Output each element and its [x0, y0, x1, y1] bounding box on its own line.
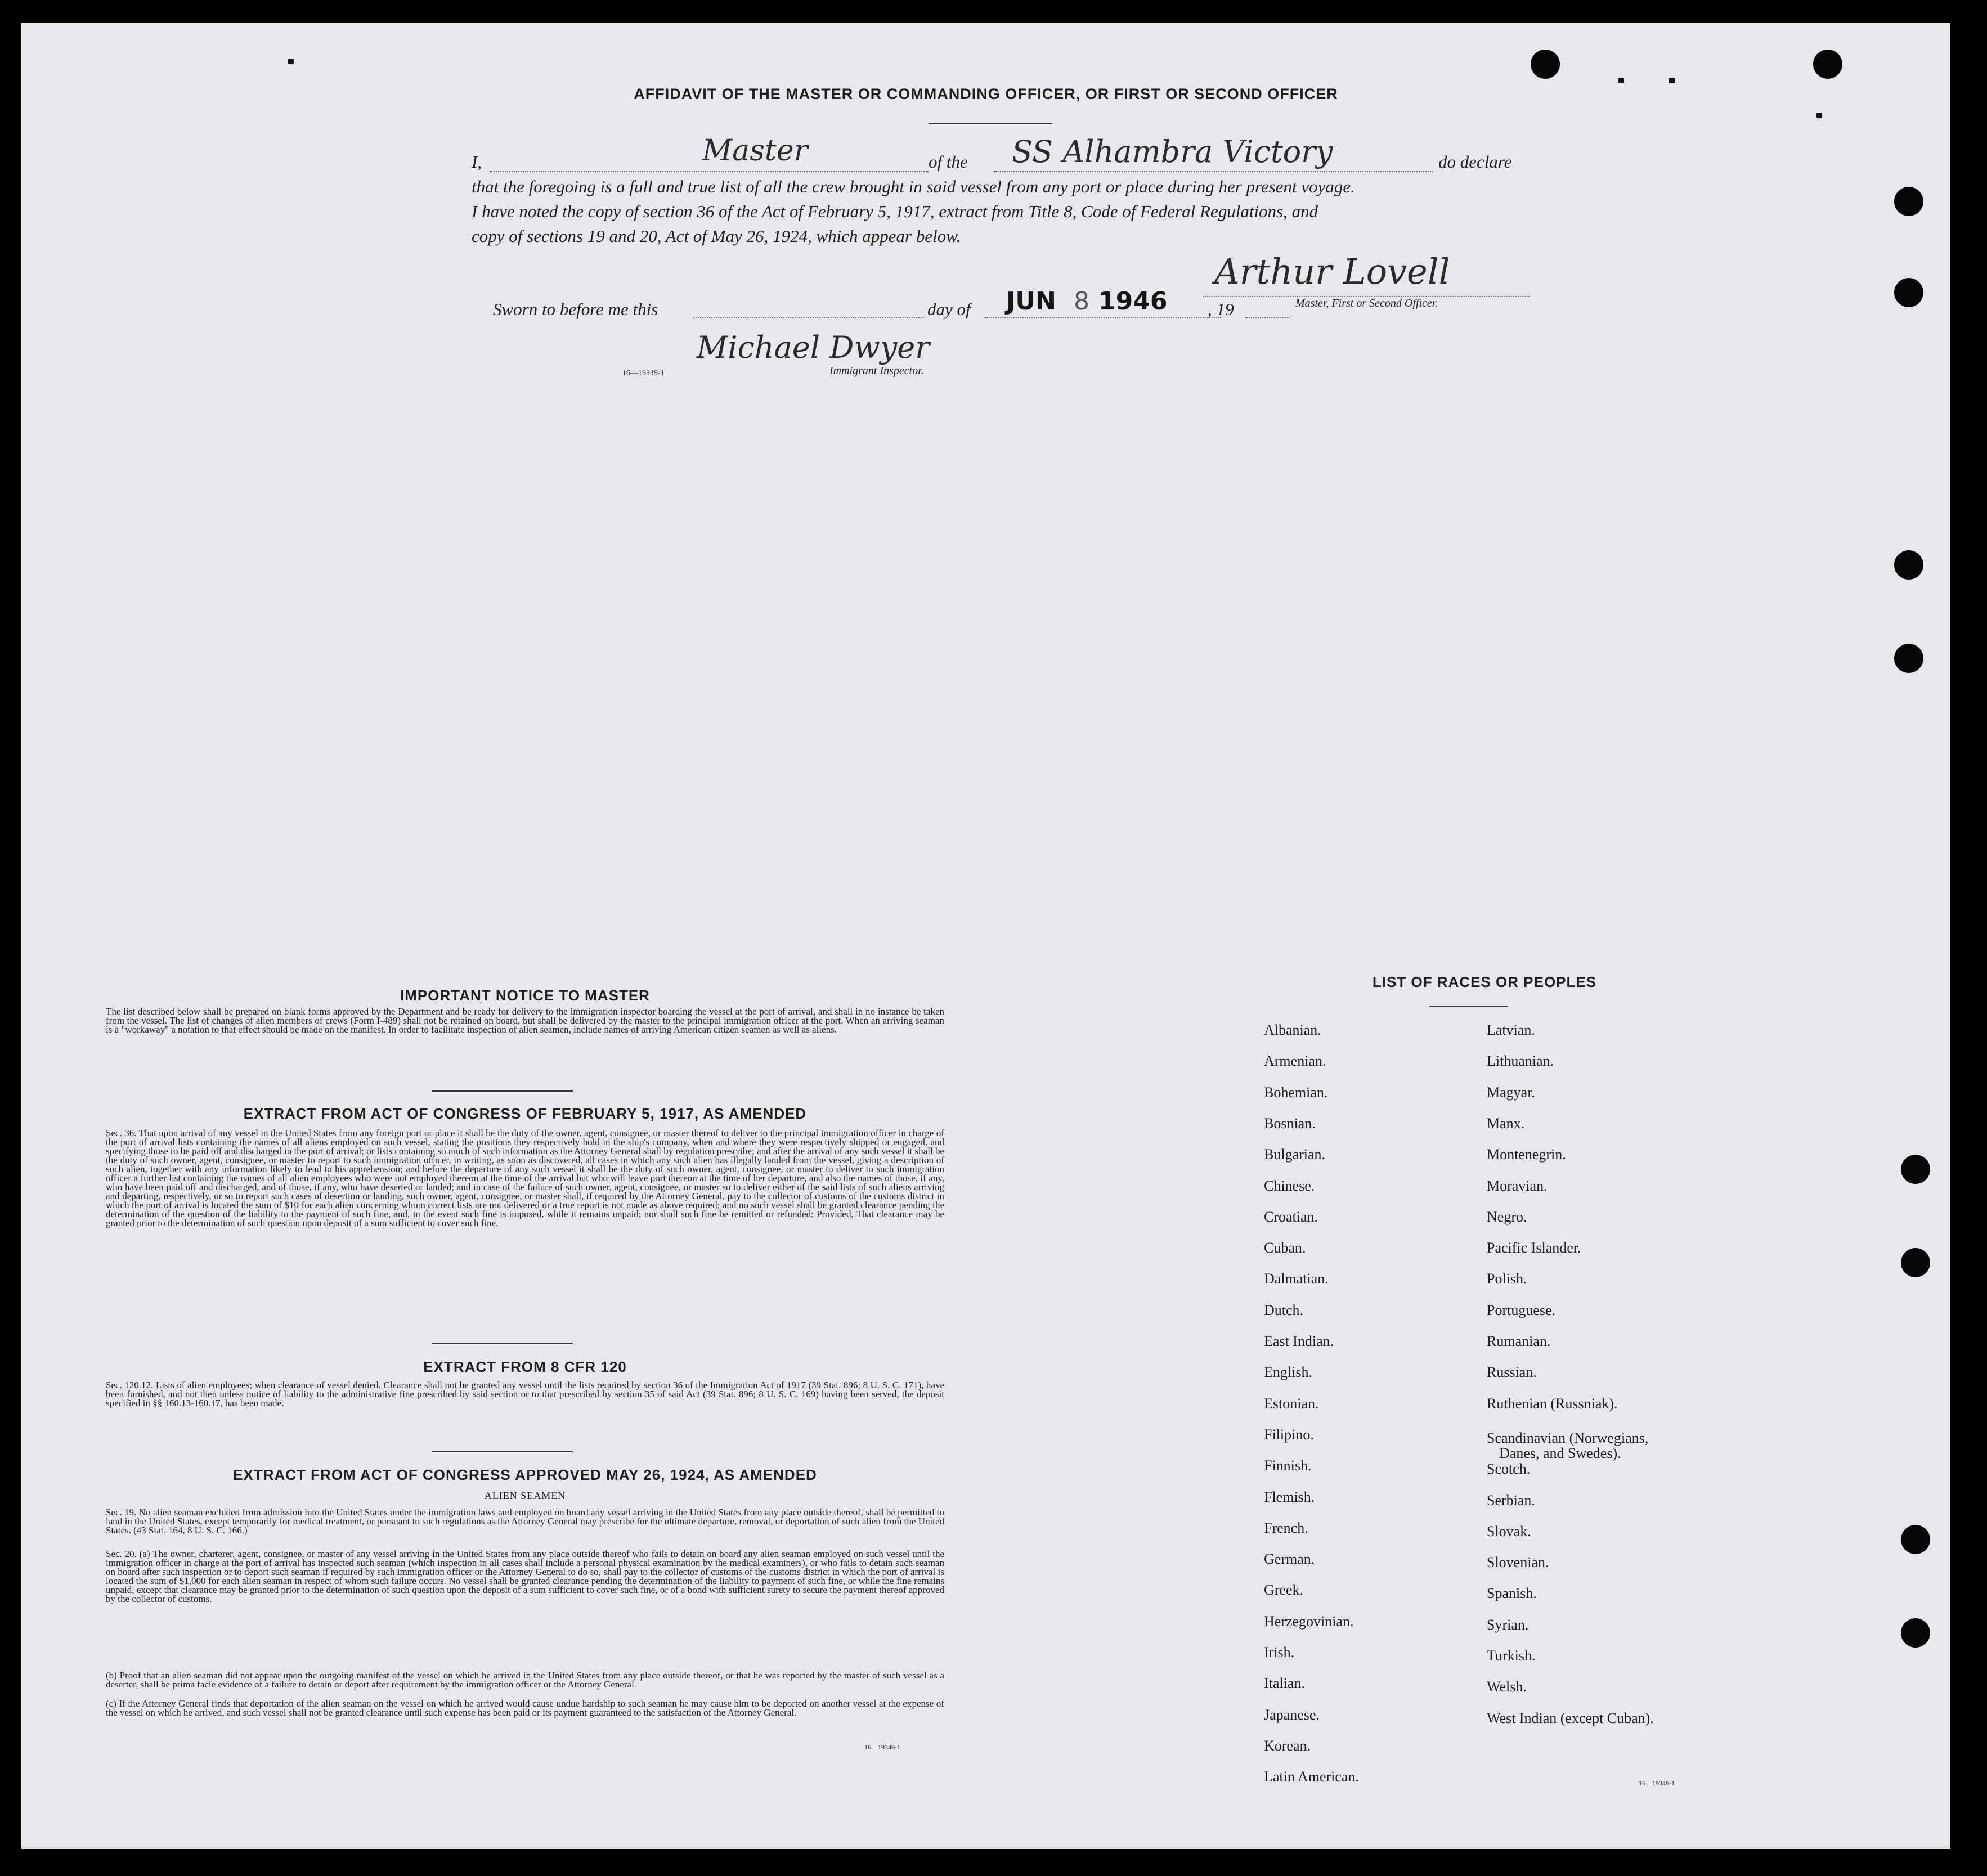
- punch-hole: [1894, 187, 1923, 216]
- extract-1924-title: EXTRACT FROM ACT OF CONGRESS APPROVED MAY 26, 1924, AS AMENDED: [233, 1466, 817, 1483]
- vessel-dotted-line: [994, 171, 1433, 172]
- race-item: Bohemian.: [1264, 1084, 1328, 1101]
- extract-cfr-divider: [432, 1451, 573, 1452]
- punch-hole: [1901, 1248, 1930, 1277]
- race-item: Danes, and Swedes).: [1499, 1445, 1621, 1462]
- punch-hole: [1894, 644, 1923, 673]
- race-item: West Indian (except Cuban).: [1487, 1709, 1654, 1726]
- affidavit-form-number: 16—19349-1: [622, 369, 665, 378]
- document-page: [21, 23, 1950, 1849]
- punch-hole: [1901, 1155, 1930, 1184]
- nineteen-label: , 19: [1208, 299, 1234, 319]
- year-dotted-line: [1245, 317, 1290, 318]
- race-item: Syrian.: [1487, 1616, 1529, 1633]
- race-item: Ruthenian (Russniak).: [1487, 1395, 1618, 1412]
- name-handwritten: Master: [702, 134, 808, 168]
- race-item: Montenegrin.: [1487, 1146, 1566, 1163]
- race-item: Finnish.: [1264, 1457, 1312, 1474]
- race-item: Dutch.: [1264, 1301, 1304, 1318]
- extract-1917-text: Sec. 36. That upon arrival of any vessel in the United States from any foreign port or place it shall be the duty of the owner, agent, consignee, or master thereof to deliver to the principal immigration officer in charge of the port of arrival lists containing the names of all aliens employed on such vessel, stating the positions they respectively hold in the ship's company, when and where they were respectively shipped or engaged, and specifying those to be paid off and discharged in the port of arrival; or lists containing so much of such information as the Attorney General shall by regulation prescribe; and after the arrival of any such vessel it shall be the duty of such owner, agent, consignee, or master to report to such immigration officer, in writing, as soon as discovered, all cases in which any such alien has illegally landed from the vessel, giving a description of such alien, together with any information likely to lead to his apprehension; and before the departure of any such vessel it shall be the duty of such owner, agent, consignee, or master to deliver to such immigration officer a further list containing the names of all alien employees who were not employed thereon at the time of the arrival but who will leave port thereon at the time of her departure, and also the names of those, if any, who have been paid off and discharged, and of those, if any, who have deserted or landed; and in case of the failure of such owner, agent, consignee, or master so to deliver either of the said lists of such aliens arriving and departing, respectively, or so to report such cases of desertion or landing, such owner, agent, consignee, or master shall, if required by the Attorney General, pay to the collector of customs of the customs district in which the port of arrival is located the sum of $10 for each alien concerning whom correct lists are not delivered or a true report is not made as above required; and no such vessel shall be granted clearance pending the determination of the question of the liability to the payment of such fine, and, in the event such fine is imposed, while it remains unpaid; nor shall such fine be remitted or refunded: Provided, That clearance may be granted prior to the determination of such question upon deposit of a sum sufficient to cover such fine.: [106, 1128, 944, 1228]
- race-item: Welsh.: [1487, 1678, 1527, 1695]
- race-item: Croatian.: [1264, 1208, 1318, 1225]
- officer-signature: Arthur Lovell: [1214, 251, 1450, 292]
- month-dotted-line: [985, 317, 1221, 318]
- race-item: Scandinavian (Norwegians,: [1487, 1429, 1649, 1446]
- of-the-label: of the: [929, 152, 968, 172]
- races-title: LIST OF RACES OR PEOPLES: [1372, 973, 1597, 990]
- sworn-label: Sworn to before me this: [493, 299, 658, 319]
- race-item: Latin American.: [1264, 1769, 1359, 1785]
- race-item: Magyar.: [1487, 1084, 1535, 1101]
- race-item: English.: [1264, 1364, 1312, 1381]
- race-item: Lithuanian.: [1487, 1053, 1554, 1070]
- vessel-handwritten: SS Alhambra Victory: [1012, 134, 1333, 169]
- race-item: Latvian.: [1487, 1022, 1535, 1038]
- race-item: Slovenian.: [1487, 1554, 1549, 1571]
- race-item: Moravian.: [1487, 1177, 1548, 1194]
- race-item: Irish.: [1264, 1644, 1295, 1660]
- race-item: Serbian.: [1487, 1492, 1535, 1509]
- race-item: Dalmatian.: [1264, 1271, 1329, 1287]
- inspector-caption: Immigrant Inspector.: [829, 365, 924, 377]
- date-stamp-month: JUN: [1006, 287, 1056, 316]
- race-item: Portuguese.: [1487, 1301, 1556, 1318]
- notice-divider: [432, 1090, 573, 1092]
- race-item: Bosnian.: [1264, 1115, 1316, 1132]
- punch-hole: [1531, 50, 1560, 79]
- race-item: Spanish.: [1487, 1585, 1537, 1602]
- inspector-signature: Michael Dwyer: [697, 330, 930, 365]
- race-item: Albanian.: [1264, 1022, 1321, 1038]
- day-of-label: day of: [927, 299, 971, 319]
- race-item: Bulgarian.: [1264, 1146, 1326, 1163]
- extract-form-number: 16—19349-1: [864, 1743, 900, 1751]
- race-item: Polish.: [1487, 1271, 1527, 1287]
- race-item: French.: [1264, 1519, 1308, 1536]
- extract-cfr-text: Sec. 120.12. Lists of alien employees; when clearance of vessel denied. Clearance shall not be granted any vessel until the lists required by section 36 of the Immigration Act of 1917 (39 Stat. 896; 8 U. S. C. 171), have been furnished, and not then unless notice of liability to the administrative fine prescribed by said section or to that prescribed by section 35 of said Act (39 Stat. 896; 8 U. S. C. 169) having been served, the deposit specified in §§ 160.13-160.17, has been made.: [106, 1380, 944, 1408]
- race-item: Japanese.: [1264, 1706, 1320, 1723]
- race-item: Turkish.: [1487, 1648, 1536, 1664]
- affidavit-line-2: that the foregoing is a full and true list of all the crew brought in said vessel from any port or place during her present voyage.: [472, 177, 1355, 196]
- officer-caption: Master, First or Second Officer.: [1295, 297, 1438, 309]
- speck: [288, 59, 294, 64]
- extract-1917-divider: [432, 1343, 573, 1344]
- race-item: Armenian.: [1264, 1053, 1326, 1070]
- punch-hole: [1901, 1618, 1930, 1648]
- race-item: Cuban.: [1264, 1240, 1306, 1256]
- race-item: Manx.: [1487, 1115, 1525, 1132]
- speck: [1618, 78, 1624, 83]
- punch-hole: [1894, 278, 1923, 307]
- race-item: Negro.: [1487, 1208, 1527, 1225]
- race-item: Korean.: [1264, 1737, 1311, 1754]
- speck: [1816, 113, 1822, 118]
- race-item: Chinese.: [1264, 1177, 1315, 1194]
- affidavit-line-4: copy of sections 19 and 20, Act of May 26, 1924, which appear below.: [472, 226, 961, 246]
- race-item: Estonian.: [1264, 1395, 1319, 1412]
- extract-1924-subtitle: ALIEN SEAMEN: [484, 1490, 566, 1501]
- race-item: Flemish.: [1264, 1488, 1315, 1505]
- extract-1917-title: EXTRACT FROM ACT OF CONGRESS OF FEBRUARY 5, 1917, AS AMENDED: [243, 1105, 807, 1122]
- affidavit-line-3: I have noted the copy of section 36 of the Act of February 5, 1917, extract from Title 8, Code of Federal Regulations, and: [472, 201, 1318, 221]
- races-divider: [1429, 1006, 1508, 1007]
- extract-cfr-title: EXTRACT FROM 8 CFR 120: [423, 1358, 627, 1375]
- punch-hole: [1813, 50, 1842, 79]
- i-label: I,: [472, 152, 482, 172]
- race-item: Slovak.: [1487, 1523, 1531, 1540]
- race-item: Greek.: [1264, 1582, 1304, 1599]
- race-item: Scotch.: [1487, 1461, 1531, 1478]
- punch-hole: [1901, 1525, 1930, 1554]
- punch-hole: [1894, 550, 1923, 580]
- sworn-dotted-line: [693, 317, 924, 318]
- affidavit-title: AFFIDAVIT OF THE MASTER OR COMMANDING OFFICER, OR FIRST OR SECOND OFFICER: [634, 86, 1338, 102]
- extract-1924-text-a: Sec. 19. No alien seaman excluded from admission into the United States under the immigration laws and employed on board any vessel arriving in the United States from any place outside thereof, shall be permitted to land in the United States, except temporarily for medical treatment, or pursuant to such regulations as the Attorney General may prescribe for the ultimate departure, removal, or deportation of such alien from the United States. (43 Stat. 164, 8 U. S. C. 166.): [106, 1507, 944, 1536]
- name-dotted-line: [490, 171, 929, 172]
- races-form-number: 16—19349-1: [1639, 1779, 1675, 1787]
- race-item: German.: [1264, 1551, 1315, 1568]
- date-stamp-day: 8: [1074, 287, 1089, 316]
- date-stamp-year: 1946: [1098, 287, 1168, 316]
- do-declare-label: do declare: [1438, 152, 1512, 172]
- title-divider: [929, 123, 1052, 124]
- notice-title: IMPORTANT NOTICE TO MASTER: [400, 987, 650, 1004]
- race-item: Italian.: [1264, 1675, 1305, 1692]
- extract-1924-text-c: (b) Proof that an alien seaman did not appear upon the outgoing manifest of the vessel on which he arrived in the United States from any place outside thereof, or that he was reported by the master of such vessel as a deserter, shall be prima facie evidence of a failure to detain or deport after requirement by the immigration officer or the Attorney General.: [106, 1670, 944, 1690]
- extract-1924-text-b: Sec. 20. (a) The owner, charterer, agent, consignee, or master of any vessel arriving in the United States from any place outside thereof who fails to detain on board any alien seaman employed on such vessel until the immigration officer in charge at the port of arrival has inspected such seaman (which inspection in all cases shall include a personal physical examination by the medical examiners), or who fails to detain such seaman on board after such inspection or to deport such seaman if required by such immigration officer or the Attorney General to do so, shall pay to the collector of customs of the customs district in which the port of arrival is located the sum of $1,000 for each alien seaman in respect of whom such failure occurs. No vessel shall be granted clearance pending the determination of the liability to payment of such fine, or while the fine remains unpaid, except that clearance may be granted prior to the determination of such question upon the deposit of a sum sufficient to cover such fine, or of a bond with sufficient surety to secure the payment thereof approved by the collector of customs.: [106, 1549, 944, 1604]
- race-item: Herzegovinian.: [1264, 1613, 1354, 1630]
- race-item: East Indian.: [1264, 1333, 1334, 1349]
- race-item: Rumanian.: [1487, 1333, 1551, 1349]
- extract-1924-text-d: (c) If the Attorney General finds that deportation of the alien seaman on the vessel on which he arrived would cause undue hardship to such seaman he may cause him to be deported on another vessel at the expense of the vessel on which he arrived, and such vessel shall not be granted clearance until such expense has been paid or its payment guaranteed to the satisfaction of the Attorney General.: [106, 1698, 944, 1718]
- speck: [1669, 78, 1675, 83]
- race-item: Pacific Islander.: [1487, 1240, 1581, 1256]
- race-item: Russian.: [1487, 1364, 1537, 1381]
- notice-text: The list described below shall be prepared on blank forms approved by the Department and be ready for delivery to the immigration inspector boarding the vessel at the port of arrival, and shall in no instance be taken from the vessel. The list of changes of alien members of crews (Form I-489) shall not be retained on board, but shall be delivered by the master to the principal immigration officer at the port. When an arriving seaman is a "workaway" a notation to that effect should be made on the manifest. In order to facilitate inspection of alien seamen, include names of arriving American citizen seamen as well as aliens.: [106, 1006, 944, 1035]
- race-item: Filipino.: [1264, 1426, 1314, 1443]
